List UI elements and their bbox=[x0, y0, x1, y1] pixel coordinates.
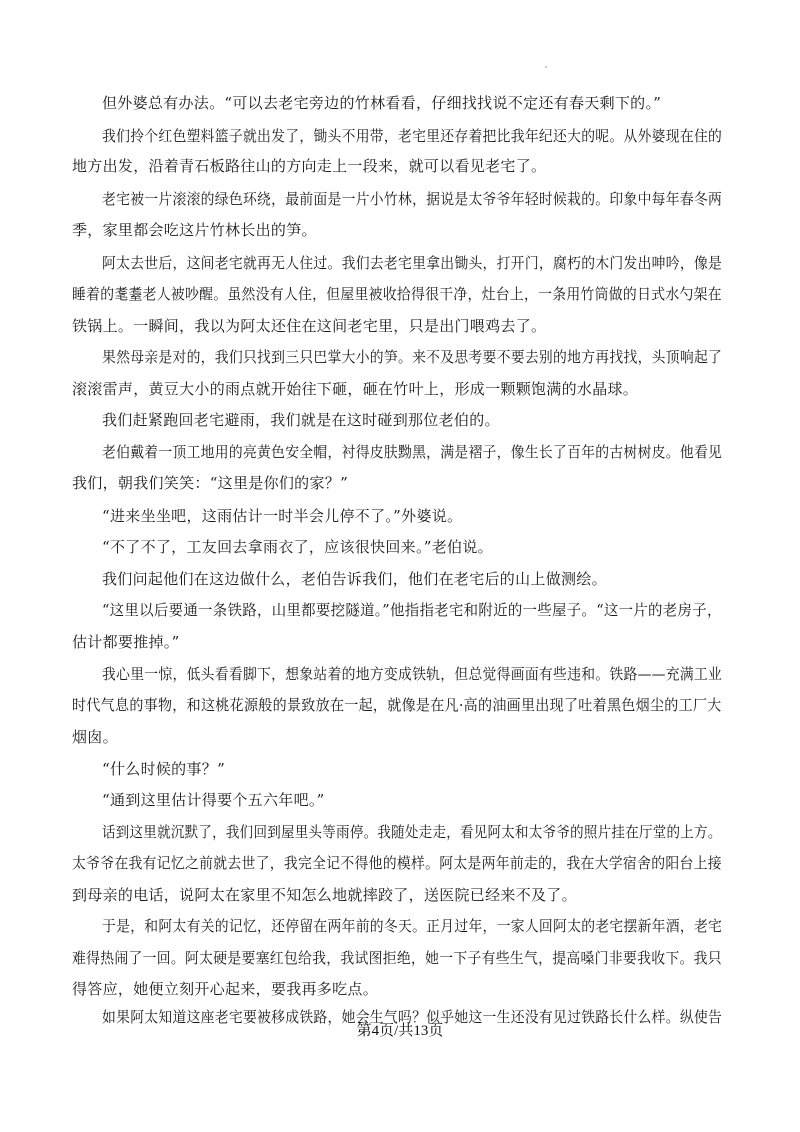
text-line: “什么时候的事？” bbox=[102, 760, 226, 778]
text-line: 我心里一惊，低头看看脚下，想象站着的地方变成铁轨，但总觉得画面有些违和。铁路——充满工业 bbox=[102, 665, 723, 683]
text-line: 但外婆总有办法。“可以去老宅旁边的竹林看看，仔细找找说不定还有春天剩下的。” bbox=[102, 94, 662, 112]
text-line: 果然母亲是对的，我们只找到三只巴掌大小的笋。来不及思考要不要去别的地方再找找，头顶响起了 bbox=[102, 348, 723, 366]
text-line: 阿太去世后，这间老宅就再无人住过。我们去老宅里拿出锄头，打开门，腐朽的木门发出呻吟，像是 bbox=[102, 254, 723, 272]
text-line: “进来坐坐吧，这雨估计一时半会儿停不了。”外婆说。 bbox=[102, 507, 463, 525]
text-line: 老宅被一片滚滚的绿色环绕，最前面是一片小竹林，据说是太爷爷年轻时候栽的。印象中每年春冬两 bbox=[102, 190, 723, 208]
text-line: 我们拎个红色塑料篮子就出发了，锄头不用带，老宅里还存着把比我年纪还大的呢。从外婆现在住的 bbox=[102, 127, 723, 145]
text-line: 太爷爷在我有记忆之前就去世了，我完全记不得他的模样。阿太是两年前走的，我在大学宿舍的阳台上接 bbox=[72, 854, 722, 872]
text-line: 烟囱。 bbox=[72, 728, 118, 746]
text-line: 地方出发，沿着青石板路往山的方向走上一段来，就可以看见老宅了。 bbox=[72, 157, 547, 175]
text-line: 铁锅上。一瞬间，我以为阿太还住在这间老宅里，只是出门喂鸡去了。 bbox=[72, 317, 547, 335]
text-line: “不了不了，工友回去拿雨衣了，应该很快回来。”老伯说。 bbox=[102, 538, 493, 556]
scan-speck bbox=[545, 66, 547, 68]
text-line: 估计都要推掉。” bbox=[72, 633, 180, 651]
text-line: 老伯戴着一顶工地用的亮黄色安全帽，衬得皮肤黝黑，满是褶子，像生长了百年的古树树皮。他看见 bbox=[102, 443, 723, 461]
text-line: 难得热闹了一回。阿太硬是要塞红包给我，我试图拒绝，她一下子有些生气，提高嗓门非要我收下。我只 bbox=[72, 949, 722, 967]
text-line: 话到这里就沉默了，我们回到屋里头等雨停。我随处走走，看见阿太和太爷爷的照片挂在厅堂的上方。 bbox=[102, 823, 722, 841]
text-line: 睡着的耄耋老人被吵醒。虽然没有人住，但屋里被收拾得很干净，灶台上，一条用竹筒做的日式水勺架在 bbox=[72, 285, 722, 303]
text-line: 我们赶紧跑回老宅避雨，我们就是在这时碰到那位老伯的。 bbox=[102, 411, 500, 429]
text-line: 滚滚雷声，黄豆大小的雨点就开始往下砸，砸在竹叶上，形成一颗颗饱满的水晶球。 bbox=[72, 380, 639, 398]
text-line: “通到这里估计得要个五六年吧。” bbox=[102, 791, 325, 809]
text-line: 季，家里都会吃这片竹林长出的笋。 bbox=[72, 221, 317, 239]
text-line: “这里以后要通一条铁路，山里都要挖隧道。”他指指老宅和附近的一些屋子。“这一片的老房子， bbox=[102, 601, 722, 619]
text-line: 到母亲的电话，说阿太在家里不知怎么地就摔跤了，送医院已经来不及了。 bbox=[72, 886, 577, 904]
text-line: 得答应，她便立刻开心起来，要我再多吃点。 bbox=[72, 980, 379, 998]
text-line: 我们，朝我们笑笑：“这里是你们的家？” bbox=[72, 474, 349, 492]
text-line: 时代气息的事物，和这桃花源般的景致放在一起，就像是在凡·高的油画里出现了吐着黑色烟尘的工厂大 bbox=[72, 696, 722, 714]
text-line: 如果阿太知道这座老宅要被移成铁路，她会生气吗？似乎她这一生还没有见过铁路长什么样。纵使告 bbox=[102, 1008, 723, 1026]
text-line: 于是，和阿太有关的记忆，还停留在两年前的冬天。正月过年，一家人回阿太的老宅摆新年酒，老宅 bbox=[102, 917, 723, 935]
page-number: 第4页/共13页 bbox=[356, 1023, 444, 1039]
text-line: 我们问起他们在这边做什么，老伯告诉我们，他们在老宅后的山上做测绘。 bbox=[102, 570, 607, 588]
